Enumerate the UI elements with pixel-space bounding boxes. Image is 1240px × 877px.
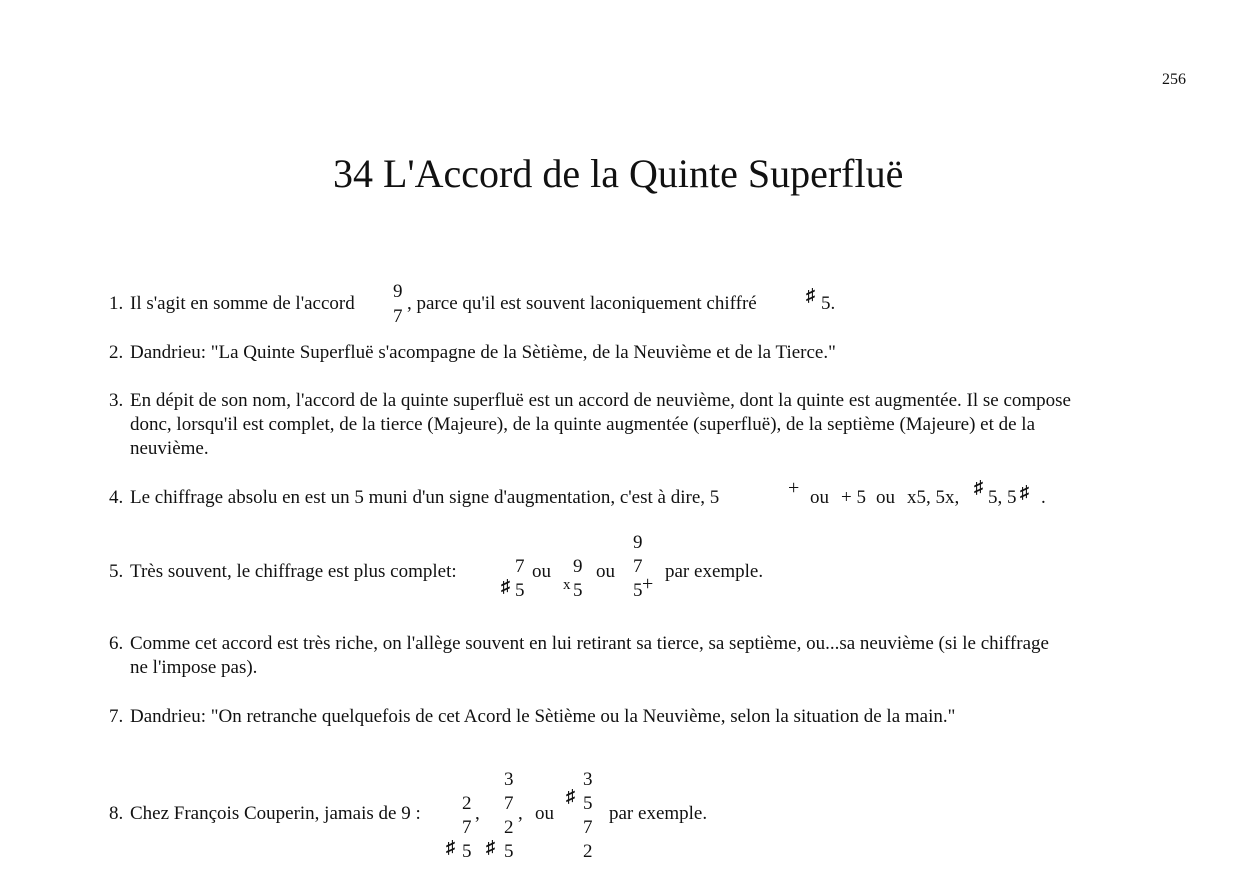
figure-digit: 7 (633, 556, 643, 577)
item-text: ou (876, 487, 895, 508)
item-text: x5, 5x, (907, 487, 960, 508)
item-text-line: En dépit de son nom, l'accord de la quinte superfluë est un accord de neuvième, dont la quinte est augmentée. Il se compose (130, 390, 1071, 411)
page-title: 34 L'Accord de la Quinte Superfluë (333, 151, 904, 196)
figure-digit: 5 (504, 841, 514, 862)
item-number: 2. (109, 342, 124, 363)
sharp-icon: ♯ (566, 786, 575, 806)
figure-digit: 7 (515, 556, 525, 577)
item-text-line: ne l'impose pas). (130, 657, 258, 678)
item-text: ou (596, 561, 615, 582)
figure-digit: 7 (393, 306, 403, 327)
item-text: Chez François Couperin, jamais de 9 : (130, 803, 421, 824)
figure-digit: 9 (393, 281, 403, 302)
item-text: 5. (821, 293, 836, 314)
item-number: 1. (109, 293, 124, 314)
plus-icon: + (642, 573, 654, 595)
figure-text: x (563, 577, 571, 593)
figure-digit: 5 (633, 580, 643, 601)
item-number: 7. (109, 706, 124, 727)
sharp-icon: ♯ (446, 837, 455, 857)
item-text: par exemple. (609, 803, 708, 824)
item-text: par exemple. (665, 561, 764, 582)
item-text: , (518, 803, 523, 824)
sharp-icon: ♯ (486, 837, 495, 857)
item-text: ou (535, 803, 554, 824)
figure-digit: 3 (504, 769, 514, 790)
item-text: Il s'agit en somme de l'accord (130, 293, 355, 314)
item-text: , parce qu'il est souvent laconiquement chiffré (407, 293, 757, 314)
item-text: Très souvent, le chiffrage est plus complet: (130, 561, 457, 582)
figure-digit: 5 (515, 580, 525, 601)
figure-digit: 5 (573, 580, 583, 601)
sharp-icon: ♯ (501, 576, 510, 596)
figure-digit: 7 (462, 817, 472, 838)
item-text: , (475, 803, 480, 824)
item-text: ou (810, 487, 829, 508)
item-text: . (1041, 487, 1046, 508)
sharp-icon: ♯ (806, 285, 815, 305)
item-number: 8. (109, 803, 124, 824)
item-text: Le chiffrage absolu en est un 5 muni d'un signe d'augmentation, c'est à dire, 5 (130, 487, 720, 508)
figure-digit: 5 (583, 793, 593, 814)
figure-digit: 9 (633, 532, 643, 553)
item-number: 4. (109, 487, 124, 508)
page-number: 256 (1162, 71, 1186, 88)
item-text: 5, 5 (988, 487, 1017, 508)
plus-icon: + (788, 477, 800, 499)
item-text: Dandrieu: "On retranche quelquefois de cet Acord le Sètième ou la Neuvième, selon la situation de la main." (130, 706, 956, 727)
sharp-icon: ♯ (974, 477, 983, 497)
item-text: + 5 (841, 487, 866, 508)
item-text: Dandrieu: "La Quinte Superfluë s'acompagne de la Sètième, de la Neuvième et de la Tierce." (130, 342, 836, 363)
item-number: 3. (109, 390, 124, 411)
item-number: 5. (109, 561, 124, 582)
item-text-line: Comme cet accord est très riche, on l'allège souvent en lui retirant sa tierce, sa septième, ou...sa neuvième (si le chiffrage (130, 633, 1049, 654)
figure-digit: 7 (504, 793, 514, 814)
figure-digit: 2 (504, 817, 514, 838)
figure-digit: 2 (583, 841, 593, 862)
figure-digit: 9 (573, 556, 583, 577)
figure-digit: 5 (462, 841, 472, 862)
figure-digit: 2 (462, 793, 472, 814)
item-text: ou (532, 561, 551, 582)
item-number: 6. (109, 633, 124, 654)
item-text-line: neuvième. (130, 438, 209, 459)
sharp-icon: ♯ (1020, 482, 1029, 502)
figure-digit: 7 (583, 817, 593, 838)
item-text-line: donc, lorsqu'il est complet, de la tierce (Majeure), de la quinte augmentée (superfluë), de la septième (Majeure) et de la (130, 414, 1036, 435)
figure-digit: 3 (583, 769, 593, 790)
